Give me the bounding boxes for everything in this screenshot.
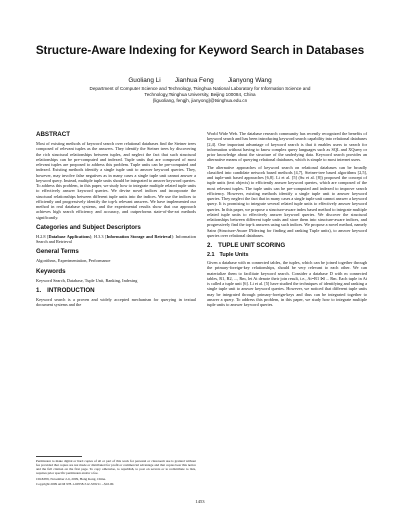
general-terms-text: Algorithms, Experimentation, Performance — [36, 258, 111, 264]
categories-heading: Categories and Subject Descriptors — [36, 223, 141, 231]
subsection-heading: 2.1 Tuple Units — [207, 252, 249, 258]
body-paragraph: Given a database with m connected tables, the tuples, which can be joined together through the primary-foreign-key relationships, should be very relevant to each other. We can materialize them to facilitate keyword search. Consider a database D with m connected tables, R1, R2, ..., Rm, let At denote their join result, i.e., At=R1 ⋈ ... Rm. Each tuple in At is called a tuple unit [6]. Li et al. [5] have studied the techniques of identifying and ranking a single tuple unit to answer keyword queries. However, we noticed that different tuple units may be integrated through primary-foreign-keys and thus can be integrated together to answer a query. To address this problem, in this paper, we study how to integrate multiple tuple units to answer keyword queries. — [207, 260, 367, 307]
categories-text: H.2.8 [Database Applications]; H.3.3 [Information Storage and Retrieval]: Information Search and Retrieval — [36, 233, 196, 244]
affiliation-line: Department of Computer Science and Technology, Tsinghua National Laboratory for Information Science and — [89, 86, 311, 91]
conference-info: CIKM'09, November 2-6, 2009, Hong Kong, China. — [36, 476, 106, 481]
copyright-info: Copyright 2009 ACM 978-1-60558-512-3/09/11 ...$10.00. — [36, 482, 115, 487]
abstract-text: Most of existing methods of keyword search over relational databases find the Steiner trees composed of relevant tuples as the answers. They identify the Steiner trees by discovering the rich structural relationships between tuples, and neglect the fact that such structural relationships can be pre-computed and indexed. Tuple units that are composed of most relevant tuples are proposed to address this problem. Tuple units can be pre-computed and indexed. Existing methods identify a single tuple unit to answer keyword queries. They, however, may involve false negatives as in many cases a single tuple unit cannot answer a keyword query. Instead, multiple tuple units should be integrated to answer keyword queries. To address this problem, in this paper, we study how to integrate multiple related tuple units to effectively answer keyword queries. We devise novel indices and incorporate the structural relationships between different tuple units into the indices. We use the indices to efficiently and progressively identify the top-k relevant answers. We have implemented our method in real database systems, and the experimental results show that our approach achieves high search efficiency and accuracy, and outperforms state-of-the-art methods significantly. — [36, 141, 196, 220]
permission-notice — [36, 456, 196, 488]
author-emails: {liguoliang, fengjh, jianyong}@tsinghua.edu.cn — [152, 97, 248, 103]
author-name: Jianhua Feng — [174, 77, 214, 84]
affiliation-line: Technology,Tsinghua University, Beijing 100084, China — [144, 91, 256, 97]
footnote-rule — [36, 456, 82, 457]
introduction-text: Keyword search is a proven and widely accepted mechanism for querying in textual document systems and the — [36, 296, 196, 307]
author-name: Jianyong Wang — [227, 77, 272, 84]
keywords-heading: Keywords — [36, 267, 66, 275]
permission-text: Permission to make digital or hard copies of all or part of this work for personal or classroom use is granted without fee provided that copies are not made or distributed for profit or commercial advantage and that copies bear this notice and the full citation on the first page. To copy otherwise, to republish, to post on servers or to redistribute to lists, requires prior specific permission and/or a fee. — [36, 459, 196, 476]
section-heading: 2. TUPLE UNIT SCORING — [207, 242, 286, 249]
keywords-text: Keyword Search, Database, Tuple Unit, Ranking, Indexing — [36, 277, 138, 283]
body-paragraph: The alternative approaches of keyword search on relational databases can be broadly classified into candidate network based methods [4,7], Steiner-tree based algorithms [2,5], and tuple-unit based approaches [6,8]. Li et al. [5] (Su et al. [8]) proposed the concept of tuple units (text objects) to efficiently answer keyword queries, which are composed of the most relevant tuples. The tuple units can be pre-computed and indexed to improve search efficiency. However, existing methods identify a single tuple unit to answer keyword queries. They neglect the fact that in many cases a single tuple unit cannot answer a keyword query. It is promising to integrate several related tuple units to effectively answer keyword queries. In this paper, we propose a structure-aware index based method to integrate multiple related tuple units to effectively answer keyword queries. We discover the structural relationships between different tuple units and store them into structure-aware indices, and progressively find the top-k answers using such indices. We propose a novel method, namely Sainr (Structure-Aware INdexing for finding and ranking Tuple units), to answer keyword queries over relational databases. — [207, 164, 367, 238]
left-column — [36, 131, 196, 309]
page-number: 1453 — [195, 499, 205, 504]
general-terms-heading: General Terms — [36, 248, 79, 256]
body-paragraph: World Wide Web. The database research community has recently recognized the benefits of keyword search and has been introducing keyword search capability into relational databases [2,4]. One important advantage of keyword search is that it enables users to search for information without having to know complex query languages such as SQL and XQuery or prior knowledge about the structure of the underlying data. Keyword search provides an alternative means of querying relational databases, which is simple to most internet users. — [207, 131, 368, 163]
author-name: Guoliang Li — [128, 77, 161, 84]
introduction-heading: 1. INTRODUCTION — [36, 286, 95, 294]
author-list — [20, 77, 380, 85]
right-column — [207, 131, 367, 309]
affiliation — [24, 86, 376, 103]
paper-title: Structure-Aware Indexing for Keyword Search in Databases — [35, 44, 365, 57]
abstract-heading: ABSTRACT — [36, 131, 71, 138]
